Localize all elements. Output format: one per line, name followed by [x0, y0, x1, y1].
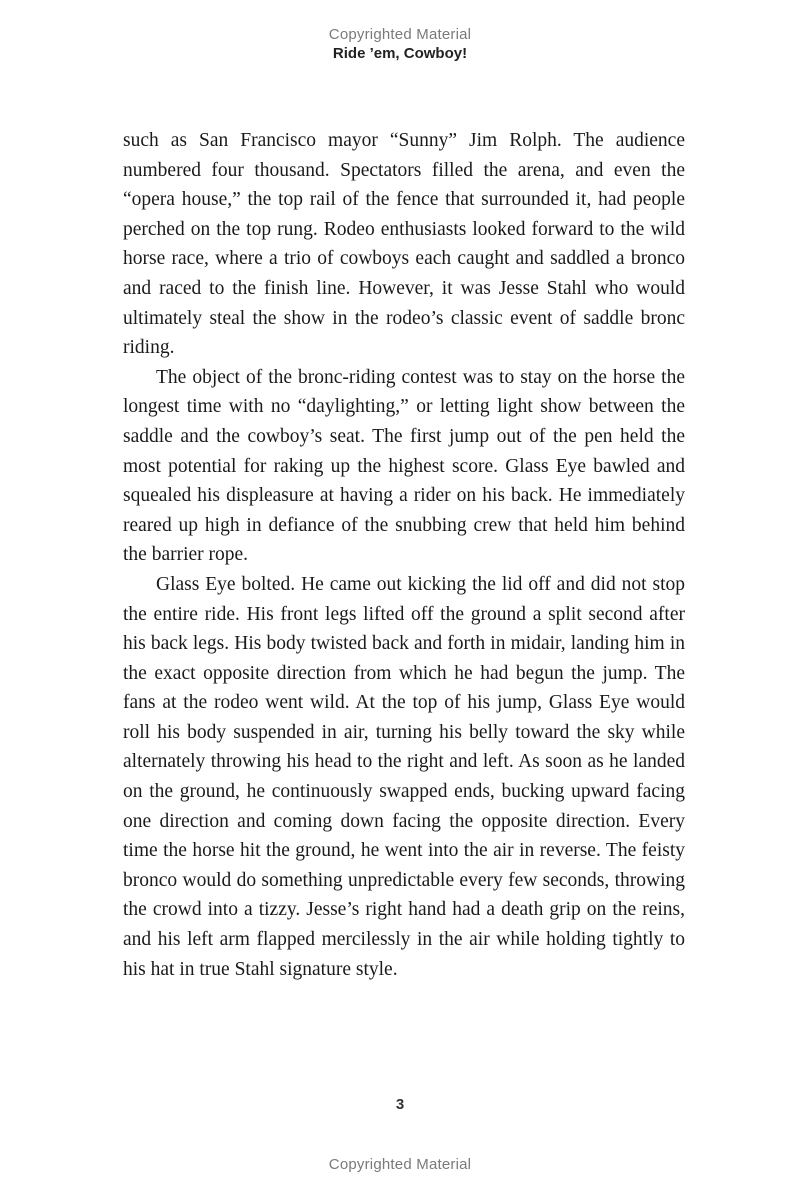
paragraph-3: Glass Eye bolted. He came out kicking the lid off and did not stop the entire ride. His front legs lifted off the ground a split second after his back legs. His body twisted back and forth in midair, landing him in the exact opposite direction from which he had begun the jump. The fans at the rodeo went wild. At the top of his jump, Glass Eye would roll his body suspended in air, turning his belly toward the sky while alternately throwing his head to the right and left. As soon as he landed on the ground, he continuously swapped ends, bucking upward facing one direction and coming down facing the opposite direction. Every time the horse hit the ground, he went into the air in reverse. The feisty bronco would do something unpredictable every few seconds, throwing the crowd into a tizzy. Jesse’s right hand had a death grip on the reins, and his left arm flapped mercilessly in the air while holding tightly to his hat in true Stahl signature style.	[123, 573, 685, 980]
copyright-watermark-bottom: Copyrighted Material	[328, 1156, 472, 1173]
copyright-watermark-top: Copyrighted Material	[328, 26, 472, 43]
paragraph-2: The object of the bronc-riding contest was to stay on the horse the longest time with no “daylighting,” or letting light show between the saddle and the cowboy’s seat. The first jump out of the pen held the most potential for raking up the highest score. Glass Eye bawled and squealed his displeasure at having a rider on his back. He immediately reared up high in defiance of the snubbing crew that held him behind the barrier rope.	[123, 366, 685, 566]
running-head-title: Ride ’em, Cowboy!	[332, 45, 468, 62]
page-body	[123, 126, 685, 984]
paragraph-1: such as San Francisco mayor “Sunny” Jim Rolph. The audience numbered four thousand. Spectators filled the arena, and even the “opera house,” the top rail of the fence that surrounded it, had people perched on the top rung. Rodeo enthusiasts looked forward to the wild horse race, where a trio of cowboys each caught and saddled a bronco and raced to the finish line. However, it was Jesse Stahl who would ultimately steal the show in the rodeo’s classic event of saddle bronc riding.	[123, 130, 685, 359]
page-number: 3	[395, 1096, 405, 1113]
